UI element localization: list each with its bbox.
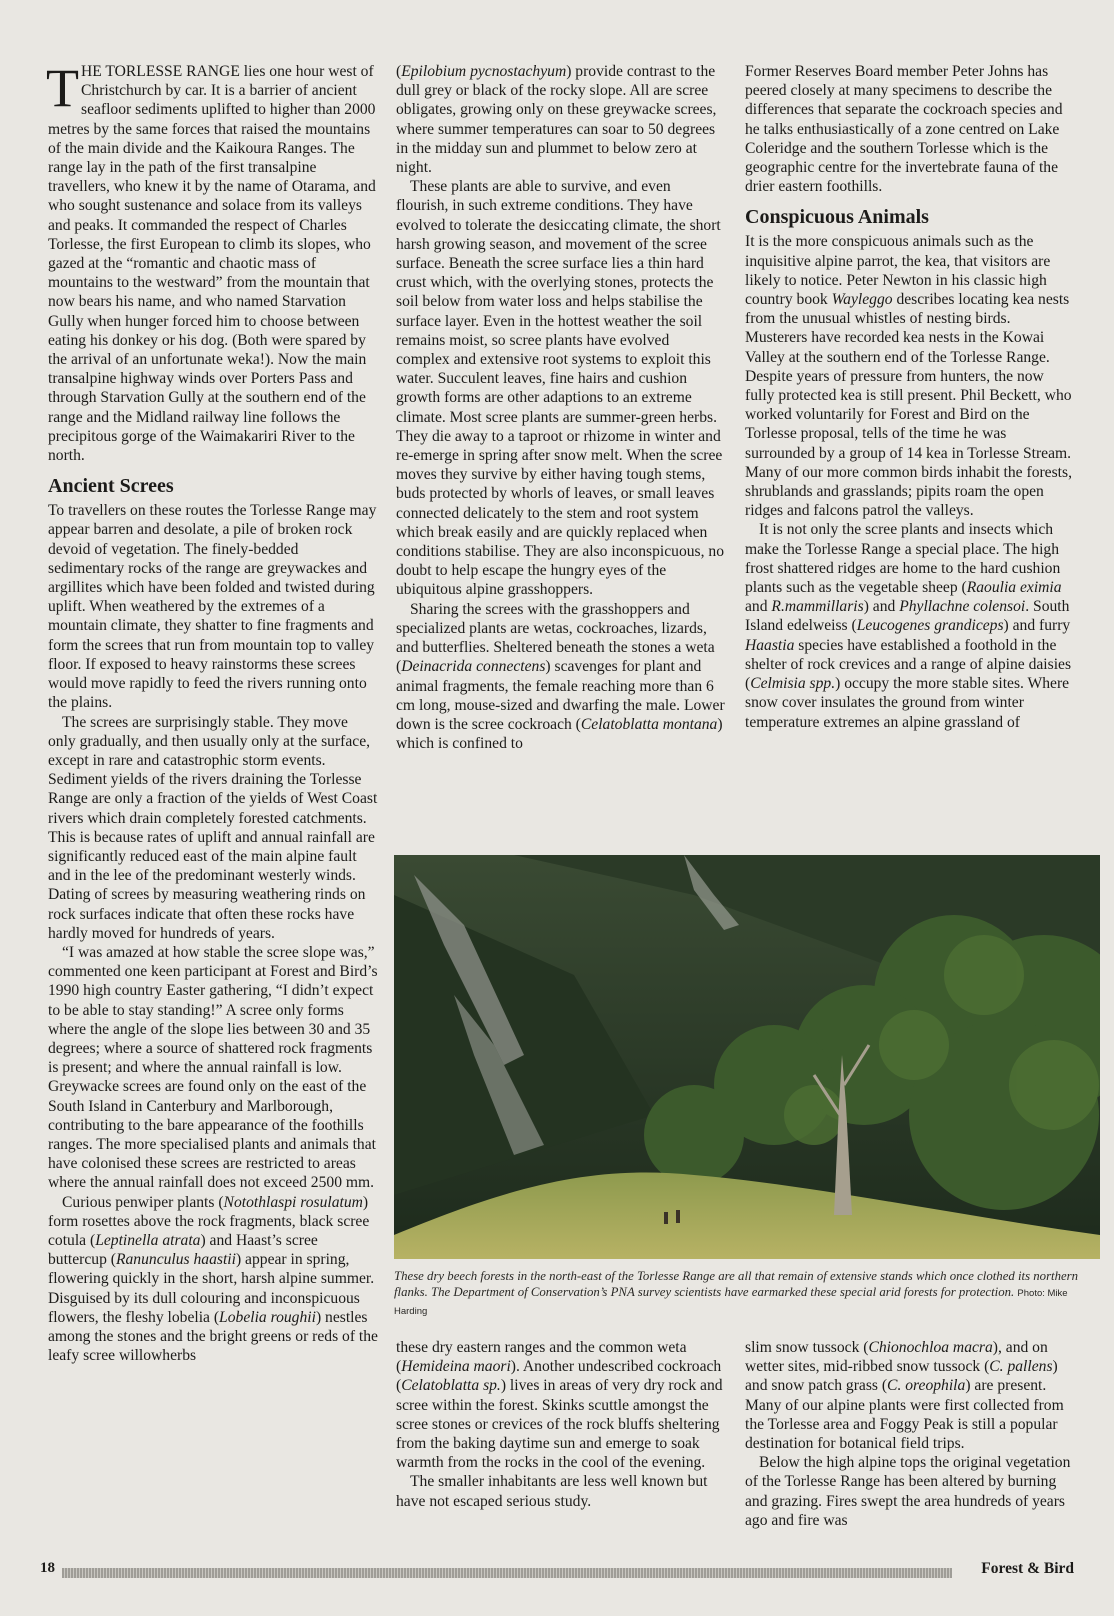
photo-credit: Photo: Mike Harding [394, 1288, 1068, 1317]
article-column-3 [745, 62, 1075, 732]
footer-rule [62, 1568, 952, 1578]
page-footer [40, 1560, 1074, 1584]
paragraph: It is the more conspicuous animals such as the inquisitive alpine parrot, the kea, that visitors are likely to notice. Peter Newton in his classic high country book Wayleggo describes locating kea nests from the unusual whistles of nesting birds. Musterers have recorded kea nests in the Kowai Valley at the southern end of the Torlesse Range. Despite years of pressure from hunters, the now fully protected kea is still present. Phil Beckett, who worked voluntarily for Forest and Bird on the Torlesse proposal, tells of the time he was surrounded by a group of 14 kea in Torlesse Stream. Many of our more common birds inhabit the forests, shrublands and grasslands; pipits roam the open ridges and falcons patrol the valleys. [745, 233, 1072, 520]
paragraph: these dry eastern ranges and the common weta (Hemideina maori). Another undescribed cockroach (Celatoblatta sp.) lives in areas of very dry rock and scree within the forest. Skinks scuttle amongst the scree stones or crevices of the rock bluffs sheltering from the baking daytime sun and emerge to soak warmth from the rocks in the cool of the evening. [396, 1339, 723, 1472]
paragraph: Below the high alpine tops the original vegetation of the Torlesse Range has been altered by burning and grazing. Fires swept the area hundreds of years ago and fire was [745, 1454, 1071, 1529]
magazine-name: Forest & Bird [981, 1560, 1074, 1577]
paragraph: These plants are able to survive, and even flourish, in such extreme conditions. They have evolved to tolerate the desiccating climate, the short harsh growing season, and movement of the scree surface. Beneath the scree surface lies a thin hard crust which, with the overlying stones, protects the soil below from water loss and helps stabilise the surface layer. Even in the hottest weather the soil remains moist, so scree plants have evolved complex and extensive root systems to exploit this water. Succulent leaves, fine hairs and cushion growth forms are other adaptions to an extreme climate. Most scree plants are summer-green herbs. They die away to a taproot or rhizome in winter and re-emerge in spring after snow melt. When the scree moves they survive by either having tough stems, buds protected by whorls of leaves, or small leaves connected delicately to the stem and root system which break easily and are quickly replaced when conditions stabilise. They are also inconspicuous, no doubt to help escape the hungry eyes of the ubiquitous alpine grasshoppers. [396, 178, 724, 599]
heading-ancient-screes: Ancient Screes [48, 475, 174, 498]
paragraph: Sharing the screes with the grasshoppers and specialized plants are wetas, cockroaches, lizards, and butterflies. Sheltered beneath the stones a weta (Deinacrida connectens) scavenges for plant and animal fragments, the female reaching more than 6 cm long, mouse-sized and dwarfing the male. Lower down is the scree cockroach (Celatoblatta montana) which is confined to [396, 600, 725, 753]
paragraph: The screes are surprisingly stable. They move only gradually, and then usually only at the surface, except in rare and catastrophic storm events. Sediment yields of the rivers draining the Torlesse Range are only a fraction of the yields of West Coast rivers which drain completely forested catchments. This is because rates of uplift and annual rainfall are significantly reduced east of the main alpine fault and in the lee of the predominant westerly winds. Dating of screes by measuring weathering rinds on rock surfaces indicate that often these rocks have hardly moved for hundreds of years. [48, 713, 378, 942]
paragraph: (Epilobium pycnostachyum) provide contrast to the dull grey or black of the rocky slope. All are scree obligates, growing only on these greywacke screes, where summer temperatures can soar to 50 degrees in the midday sun and plummet to below zero at night. [396, 63, 717, 177]
heading-conspicuous-animals: Conspicuous Animals [745, 206, 929, 229]
photo-caption: These dry beech forests in the north-east of the Torlesse Range are all that remain of extensive stands which once clothed its northern flanks. The Department of Conservation’s PNA survey scientists have earmarked these special arid forests for protection. Photo: Mike Harding [394, 1269, 1079, 1317]
paragraph: The smaller inhabitants are less well known but have not escaped serious study. [396, 1473, 708, 1510]
paragraph: Former Reserves Board member Peter Johns has peered closely at many specimens to describe the differences that separate the cockroach species and he talks enthusiastically of a zone centred on Lake Coleridge and the southern Torlesse which is the geographic centre for the invertebrate fauna of the drier eastern foothills. [745, 63, 1063, 196]
forest-photo [394, 855, 1100, 1259]
article-column-2 [396, 62, 726, 753]
paragraph: To travellers on these routes the Torlesse Range may appear barren and desolate, a pile of broken rock devoid of vegetation. The finely-bedded sedimentary rocks of the range are greywackes and argillites which have been folded and twisted during uplift. When weathered by the extremes of a mountain climate, they shatter to fine fragments and form the screes that run from mountain top to valley floor. If exposed to heavy rainstorms these screes would move rapidly to feed the rivers running onto the plains. [48, 502, 377, 712]
article-column-1 [46, 58, 378, 1365]
page-number: 18 [40, 1560, 55, 1576]
paragraph: “I was amazed at how stable the scree slope was,” commented one keen participant at Forest and Bird’s 1990 high country Easter gathering, “I didn’t expect to be able to stay standing!” A scree only forms where the angle of the slope lies between 30 and 35 degrees; where a source of shattered rock fragments is present; and where the annual rainfall is low. Greywacke screes are found only on the east of the South Island in Canterbury and Marlborough, contributing to the bare appearance of the foothills ranges. The more specialised plants and animals that have colonised these screes are restricted to areas where the annual rainfall does not exceed 2500 mm. [48, 943, 378, 1192]
intro-paragraph: THE TORLESSE RANGE lies one hour west of Christchurch by car. It is a barrier of ancient seafloor sediments uplifted to higher than 2000 metres by the same forces that raised the mountains of the main divide and the Kaikoura Ranges. The range lay in the path of the first transalpine travellers, who knew it by the name of Otarama, and who sought sustenance and solace from its valleys and peaks. It commanded the respect of Charles Torlesse, the first European to climb its slopes, who gazed at the “romantic and chaotic mass of mountains to the westward” from the mountain that now bears his name, and who named Starvation Gully when hunger forced him to choose between eating his donkey or his dog. (Both were spared by the arrival of an unfortunate weka!). Now the main transalpine highway winds over Porters Pass and through Starvation Gully at the southern end of the range and the Midland railway line follows the precipitous gorge of the Waimakariri River to the north. [46, 58, 376, 465]
paragraph: It is not only the scree plants and insects which make the Torlesse Range a special place. The high frost shattered ridges are home to the hard cushion plants such as the vegetable sheep (Raoulia eximia and R.mammillaris) and Phyllachne colensoi. South Island edelweiss (Leucogenes grandiceps) and furry Haastia species have established a foothold in the shelter of rock crevices and a range of alpine daisies (Celmisia spp.) occupy the more stable sites. Where snow cover insulates the ground from winter temperature extremes an alpine grassland of [745, 521, 1072, 731]
beech-forest-image [394, 855, 1100, 1259]
article-column-2-continued [396, 1338, 726, 1511]
article-column-3-continued [745, 1338, 1075, 1530]
drop-cap: T [46, 58, 79, 118]
paragraph: Curious penwiper plants (Notothlaspi rosulatum) form rosettes above the rock fragments, black scree cotula (Leptinella atrata) and Haast’s scree buttercup (Ranunculus haastii) appear in spring, flowering quickly in the short, harsh alpine summer. Disguised by its dull colouring and inconspicuous flowers, the fleshy lobelia (Lobelia roughii) nestles among the stones and the bright greens or reds of the leafy scree willowherbs [48, 1193, 378, 1365]
paragraph: slim snow tussock (Chionochloa macra), and on wetter sites, mid-ribbed snow tussock (C. pallens) and snow patch grass (C. oreophila) are present. Many of our alpine plants were first collected from the Torlesse area and Foggy Peak is still a popular destination for botanical field trips. [745, 1339, 1064, 1453]
